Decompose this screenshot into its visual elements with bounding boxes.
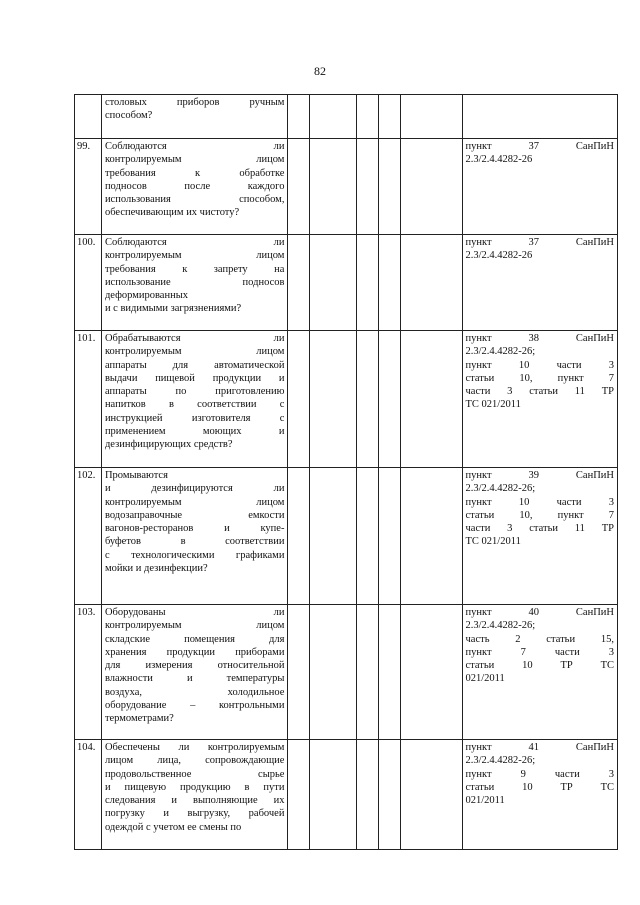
reference-line: 021/2011 (465, 673, 505, 685)
answer-no-cell (310, 605, 357, 740)
answer-na-cell (356, 740, 378, 850)
answer-yes-cell (288, 468, 310, 605)
item-number: 100. (75, 235, 102, 331)
question-line: складские помещения для (104, 633, 285, 645)
question-cell (101, 235, 288, 331)
comment-cell (401, 235, 462, 331)
answer-yes-cell (288, 235, 310, 331)
question-line: контролируемым лицом (104, 620, 285, 632)
reference-cell (462, 331, 618, 468)
answer-yes-cell (288, 95, 310, 139)
reference-line: пункт 10 части 3 (465, 496, 614, 508)
reference-line: статьи 10 ТР ТС (465, 781, 614, 793)
question-line: напитков в соответствии с (104, 399, 285, 411)
reference-line: пункт 40 СанПиН (465, 607, 614, 618)
reference-line: 2.3/2.4.4282-26; (465, 620, 536, 632)
reference-line: статьи 10, пункт 7 (465, 509, 614, 521)
question-line: и дезинфицируются ли (104, 483, 285, 495)
question-line: мойки и дезинфекции? (104, 563, 208, 575)
reference-line: пункт 9 части 3 (465, 768, 614, 780)
reference-line: пункт 37 СанПиН (465, 141, 614, 152)
answer-extra-cell (378, 468, 401, 605)
answer-no-cell (310, 235, 357, 331)
reference-line: ТС 021/2011 (465, 536, 521, 548)
question-line: Обеспечены ли контролируемым (104, 742, 285, 753)
answer-na-cell (356, 331, 378, 468)
question-cell (101, 139, 288, 235)
question-line: аппараты по приготовлению (104, 386, 285, 398)
question-line: Оборудованы ли (104, 607, 285, 618)
reference-cell (462, 740, 618, 850)
answer-no-cell (310, 139, 357, 235)
answer-no-cell (310, 740, 357, 850)
question-line: Обрабатываются ли (104, 333, 285, 344)
question-line: дезинфицирующих средств? (104, 439, 233, 451)
question-line: Соблюдаются ли (104, 237, 285, 248)
answer-extra-cell (378, 95, 401, 139)
answer-extra-cell (378, 740, 401, 850)
reference-line: статьи 10 ТР ТС (465, 660, 614, 672)
question-line: продовольственное сырье (104, 768, 285, 780)
reference-line: 2.3/2.4.4282-26 (465, 250, 533, 262)
question-line: и пищевую продукцию в пути (104, 781, 285, 793)
answer-extra-cell (378, 331, 401, 468)
answer-no-cell (310, 468, 357, 605)
question-line: использования способом, (104, 194, 285, 206)
question-line: аппараты для автоматической (104, 359, 285, 371)
item-number: 99. (75, 139, 102, 235)
reference-cell (462, 468, 618, 605)
answer-no-cell (310, 331, 357, 468)
table-row (75, 139, 618, 235)
reference-cell (462, 235, 618, 331)
answer-extra-cell (378, 139, 401, 235)
question-line: следования и выполняющие их (104, 795, 285, 807)
question-line: одеждой с учетом ее смены по (104, 821, 242, 833)
question-line: Промываются (104, 470, 168, 481)
question-line: деформированных (104, 290, 188, 302)
question-line: требования к обработке (104, 167, 285, 179)
question-line: погрузку и выгрузку, рабочей (104, 808, 285, 820)
question-cell (101, 95, 288, 139)
question-line: и с видимыми загрязнениями? (104, 303, 242, 315)
comment-cell (401, 605, 462, 740)
answer-na-cell (356, 95, 378, 139)
reference-line: статьи 10, пункт 7 (465, 372, 614, 384)
question-cell (101, 468, 288, 605)
reference-line: часть 2 статьи 15, (465, 633, 614, 645)
question-line: обеспечивающим их чистоту? (104, 207, 240, 219)
question-line: буфетов в соответствии (104, 536, 285, 548)
reference-cell (462, 605, 618, 740)
question-line: столовых приборов ручным (104, 97, 285, 108)
reference-line: пункт 7 части 3 (465, 646, 614, 658)
question-line: вагонов-ресторанов и купе- (104, 523, 285, 535)
question-line: выдачи пищевой продукции и (104, 372, 285, 384)
question-line: использование подносов (104, 276, 285, 288)
answer-na-cell (356, 139, 378, 235)
table-row (75, 235, 618, 331)
answer-extra-cell (378, 605, 401, 740)
table-row (75, 468, 618, 605)
checklist-table (74, 94, 618, 850)
reference-line: пункт 10 части 3 (465, 359, 614, 371)
item-number: 102. (75, 468, 102, 605)
answer-yes-cell (288, 139, 310, 235)
question-line: лицом лица, сопровождающие (104, 755, 285, 767)
question-line: термометрами? (104, 713, 174, 725)
question-cell (101, 605, 288, 740)
reference-cell (462, 139, 618, 235)
comment-cell (401, 740, 462, 850)
comment-cell (401, 468, 462, 605)
reference-line: пункт 38 СанПиН (465, 333, 614, 344)
reference-line: 2.3/2.4.4282-26 (465, 154, 533, 166)
answer-na-cell (356, 605, 378, 740)
answer-yes-cell (288, 605, 310, 740)
question-line: применением моющих и (104, 426, 285, 438)
question-line: способом? (104, 110, 153, 122)
question-line: контролируемым лицом (104, 346, 285, 358)
question-line: оборудование – контрольными (104, 700, 285, 712)
question-line: Соблюдаются ли (104, 141, 285, 152)
question-cell (101, 740, 288, 850)
table-row (75, 740, 618, 850)
question-line: контролируемым лицом (104, 496, 285, 508)
reference-line: 2.3/2.4.4282-26; (465, 346, 536, 358)
question-line: требования к запрету на (104, 263, 285, 275)
question-line: влажности и температуры (104, 673, 285, 685)
comment-cell (401, 139, 462, 235)
answer-na-cell (356, 235, 378, 331)
reference-line: пункт 39 СанПиН (465, 470, 614, 481)
question-line: контролируемым лицом (104, 154, 285, 166)
reference-line: пункт 37 СанПиН (465, 237, 614, 248)
reference-line: части 3 статьи 11 ТР (465, 523, 614, 535)
table-row (75, 605, 618, 740)
answer-na-cell (356, 468, 378, 605)
question-line: инструкцией изготовителя с (104, 412, 285, 424)
item-number (75, 95, 102, 139)
reference-line: части 3 статьи 11 ТР (465, 386, 614, 398)
reference-line: 2.3/2.4.4282-26; (465, 755, 536, 767)
question-line: подносов после каждого (104, 180, 285, 192)
answer-no-cell (310, 95, 357, 139)
comment-cell (401, 95, 462, 139)
page-number: 82 (314, 64, 326, 78)
question-line: хранения продукции приборами (104, 646, 285, 658)
question-line: контролируемым лицом (104, 250, 285, 262)
item-number: 104. (75, 740, 102, 850)
question-cell (101, 331, 288, 468)
answer-yes-cell (288, 331, 310, 468)
reference-line: 021/2011 (465, 795, 505, 807)
question-line: с технологическими графиками (104, 549, 285, 561)
question-line: воздуха, холодильное (104, 686, 285, 698)
reference-line: пункт 41 СанПиН (465, 742, 614, 753)
comment-cell (401, 331, 462, 468)
table-row (75, 95, 618, 139)
reference-cell (462, 95, 618, 139)
table-row (75, 331, 618, 468)
item-number: 101. (75, 331, 102, 468)
answer-extra-cell (378, 235, 401, 331)
question-line: для измерения относительной (104, 660, 285, 672)
reference-line: ТС 021/2011 (465, 399, 521, 411)
item-number: 103. (75, 605, 102, 740)
reference-line: 2.3/2.4.4282-26; (465, 483, 536, 495)
question-line: водозаправочные емкости (104, 509, 285, 521)
answer-yes-cell (288, 740, 310, 850)
